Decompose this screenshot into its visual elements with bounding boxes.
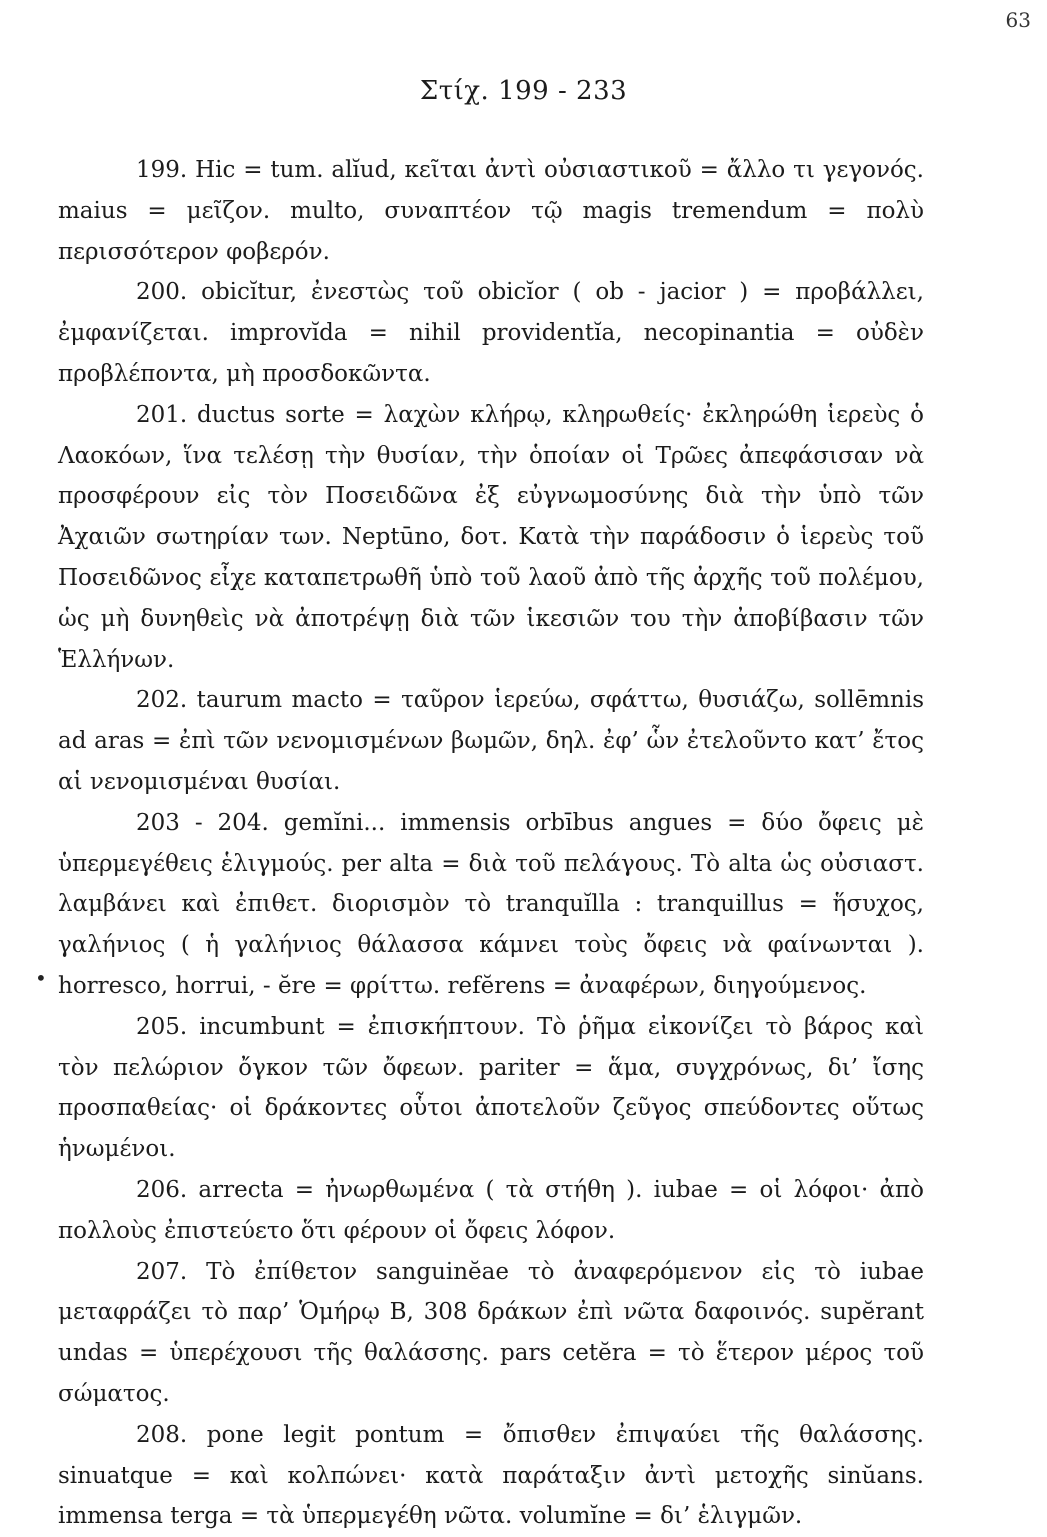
commentary-body	[58, 150, 924, 1537]
entry-206: 206. arrecta = ἠνωρθωμένα ( τὰ στήθη ). iubae = οἱ λόφοι· ἀπὸ πολλοὺς ἐπιστεύετο ὅτι φέρουν οἱ ὄφεις λόφον.	[58, 1176, 924, 1244]
page-heading: Στίχ. 199 - 233	[419, 76, 628, 106]
entry-202: 202. taurum macto = ταῦρον ἱερεύω, σφάττω, θυσιάζω, sollēmnis ad aras = ἐπὶ τῶν νενομισμένων βωμῶν, δηλ. ἐφ’ ὧν ἐτελοῦντο κατ’ ἔτος αἱ νενομισμέναι θυσίαι.	[58, 687, 924, 795]
entry-200: 200. obicĭtur, ἐνεστὼς τοῦ obicĭor ( ob - jacior ) = προβάλλει, ἐμφανίζεται. improvĭda = nihil providentĭa, necopinantia = οὐδὲν προβλέποντα, μὴ προσδοκῶντα.	[58, 279, 924, 387]
page-number: 63	[1005, 8, 1031, 32]
margin-dot: •	[35, 966, 47, 990]
entry-201: 201. ductus sorte = λαχὼν κλήρῳ, κληρωθείς· ἐκληρώθη ἱερεὺς ὁ Λαοκόων, ἵνα τελέσῃ τὴν θυσίαν, τὴν ὁποίαν οἱ Τρῶες ἀπεφάσισαν νὰ προσφέρουν εἰς τὸν Ποσειδῶνα ἐξ εὐγνωμοσύνης διὰ τὴν ὑπὸ τῶν Ἀχαιῶν σωτηρίαν των. Neptūno, δοτ. Κατὰ τὴν παράδοσιν ὁ ἱερεὺς τοῦ Ποσειδῶνος εἶχε καταπετρωθῆ ὑπὸ τοῦ λαοῦ ἀπὸ τῆς ἀρχῆς τοῦ πολέμου, ὡς μὴ δυνηθεὶς νὰ ἀποτρέψῃ διὰ τῶν ἱκεσιῶν του τὴν ἀποβίβασιν τῶν Ἑλλήνων.	[58, 401, 924, 673]
entry-203-204: 203 - 204. gemĭni... immensis orbībus angues = δύο ὄφεις μὲ ὑπερμεγέθεις ἑλιγμούς. per alta = διὰ τοῦ πελάγους. Τὸ alta ὡς οὐσιαστ. λαμβάνει καὶ ἐπιθετ. διορισμὸν τὸ tranquĭlla : tranquillus = ἥσυχος, γαλήνιος ( ἡ γαλήνιος θάλασσα κάμνει τοὺς ὄφεις νὰ φαίνωνται ). horresco, horrui, - ĕre = φρίττω. refĕrens = ἀναφέρων, διηγούμενος.	[58, 809, 924, 999]
entry-208: 208. pone legit pontum = ὄπισθεν ἐπιψαύει τῆς θαλάσσης. sinuatque = καὶ κολπώνει· κατὰ παράταξιν ἀντὶ μετοχῆς sinŭans. immensa terga = τὰ ὑπερμεγέθη νῶτα. volumĭne = δι’ ἑλιγμῶν.	[58, 1421, 924, 1530]
entry-207: 207. Τὸ ἐπίθετον sanguinĕae τὸ ἀναφερόμενον εἰς τὸ iubae μεταφράζει τὸ παρ’ Ὁμήρῳ Β, 308 δράκων ἐπὶ νῶτα δαφοινός. supĕrant undas = ὑπερέχουσι τῆς θαλάσσης. pars cetĕra = τὸ ἕτερον μέρος τοῦ σώματος.	[58, 1258, 924, 1407]
entry-199: 199. Hic = tum. alĭud, κεῖται ἀντὶ οὐσιαστικοῦ = ἄλλο τι γεγονός. maius = μεῖζον. multo, συναπτέον τῷ magis tremendum = πολὺ περισσότερον φοβερόν.	[58, 157, 924, 265]
entry-205: 205. incumbunt = ἐπισκήπτουν. Τὸ ῥῆμα εἰκονίζει τὸ βάρος καὶ τὸν πελώριον ὄγκον τῶν ὄφεων. pariter = ἅμα, συγχρόνως, δι’ ἴσης προσπαθείας· οἱ δράκοντες οὗτοι ἀποτελοῦν ζεῦγος σπεύδοντες οὕτως ἡνωμένοι.	[58, 1013, 924, 1163]
